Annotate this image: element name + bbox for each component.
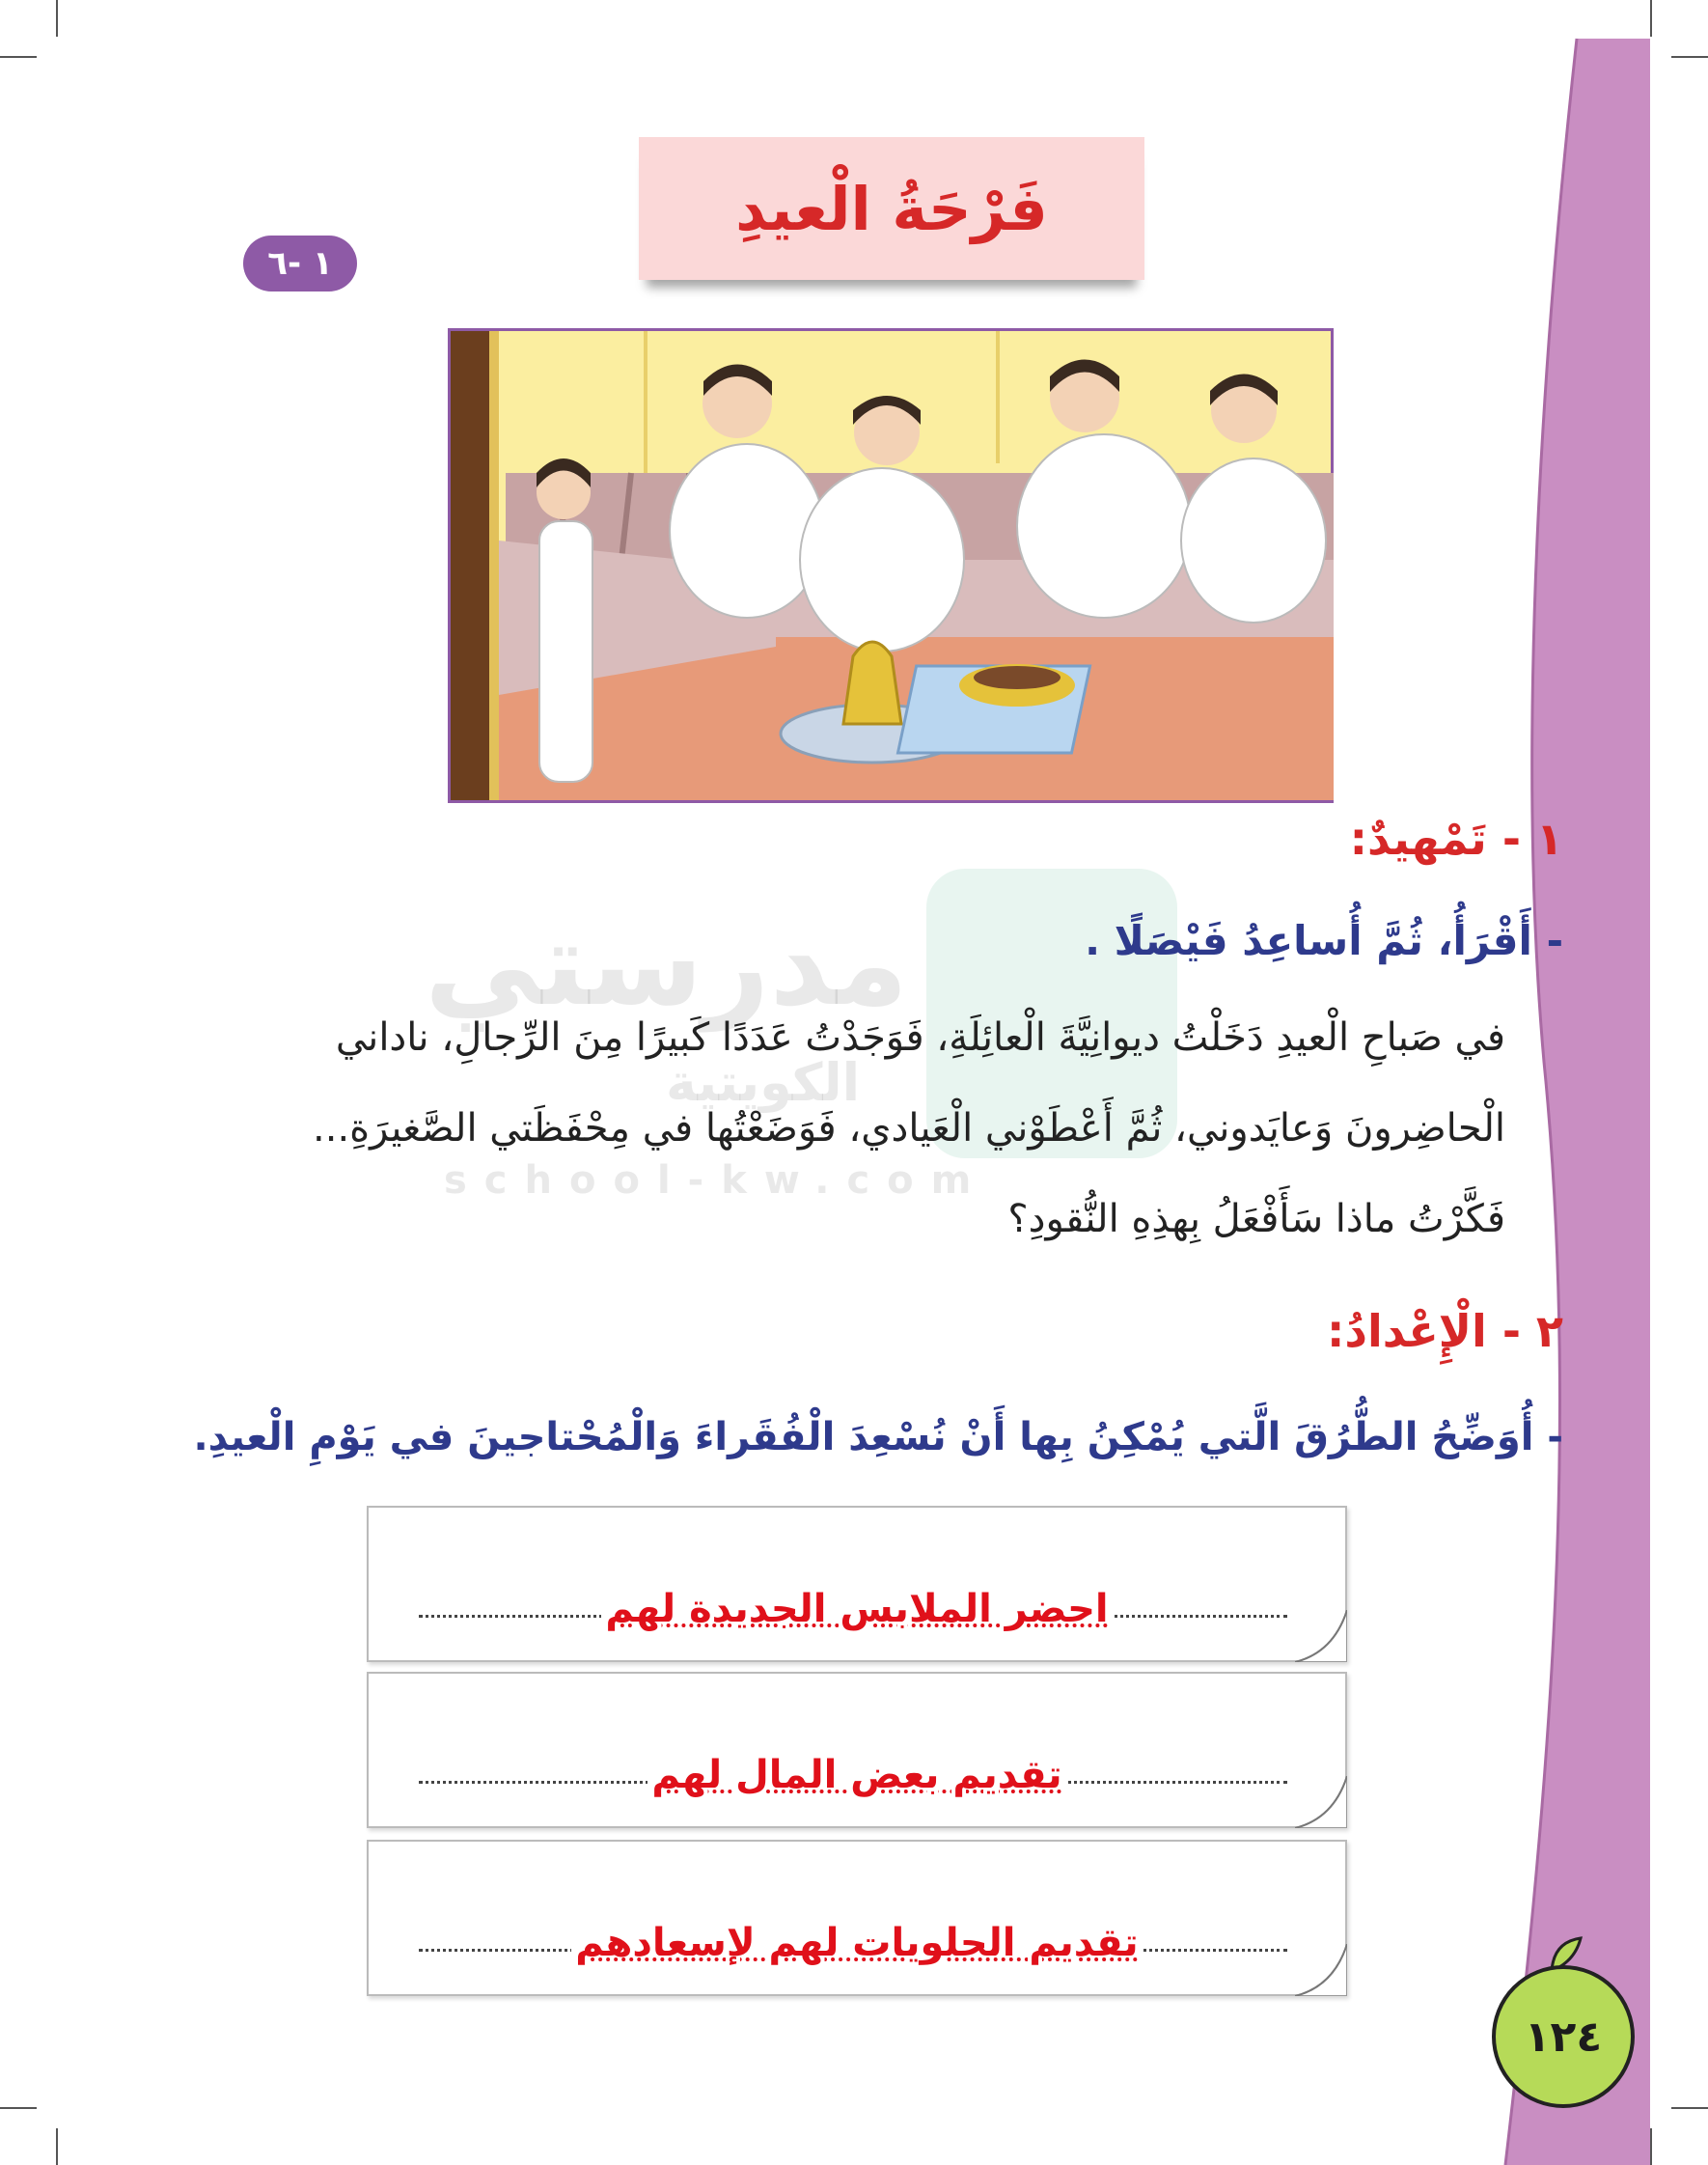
watermark-url: school-kw.com [444,1158,989,1203]
answer-box[interactable] [367,1506,1347,1662]
watermark-main: مدرستي [425,898,909,1032]
lesson-number-badge: ١ -٦ [243,236,357,291]
paragraph-line: في صَباحِ الْعيدِ دَخَلْتُ ديوانِيَّةَ الْعائِلَةِ، فَوَجَدْتُ عَدَدًا كَبيرًا مِنَ الرِّجالِ، ناداني [335,1015,1505,1060]
family-eid-gathering-illustration [448,328,1334,803]
paragraph-line: الْحاضِرونَ وَعايَدوني، ثُمَّ أَعْطَوْني الْعَيادي، فَوَضَعْتُها في مِحْفَظَتي الصَّغيرَةِ... [313,1106,1505,1151]
paragraph-line: فَكَّرْتُ ماذا سَأَفْعَلُ بِهذِهِ النُّقودِ؟ [1007,1197,1505,1241]
section-heading-preparation: ٢ - الْإِعْدادُ: [1327,1305,1563,1357]
answer-text[interactable]: احضر الملابس الجديدة لهم [369,1587,1345,1631]
page-curl-icon [1295,1944,1347,1996]
lesson-title: فَرْحَةُ الْعيدِ [735,173,1048,244]
page-number: ١٢٤ [1492,1965,1635,2108]
page-curl-icon [1295,1776,1347,1828]
answer-box[interactable] [367,1840,1347,1996]
watermark-sub: الكويتية [666,1052,861,1113]
section-heading-intro: ١ - تَمْهيدٌ: [1349,813,1563,865]
answer-text[interactable]: تقديم بعض المال لهم [369,1753,1345,1797]
answer-box[interactable] [367,1672,1347,1828]
page-curl-icon [1295,1610,1347,1662]
instruction-explain: - أُوَضِّحُ الطُّرُقَ الَّتي يُمْكِنُ بِها أَنْ نُسْعِدَ الْفُقَراءَ وَالْمُحْتاجينَ في يَوْمِ الْعيدِ. [193,1415,1563,1459]
lesson-title-box [639,137,1144,280]
instruction-read: - أَقْرَأُ، ثُمَّ أُساعِدُ فَيْصَلًا . [1085,917,1563,964]
answer-text[interactable]: تقديم الحلويات لهم لإسعادهم [369,1921,1345,1965]
